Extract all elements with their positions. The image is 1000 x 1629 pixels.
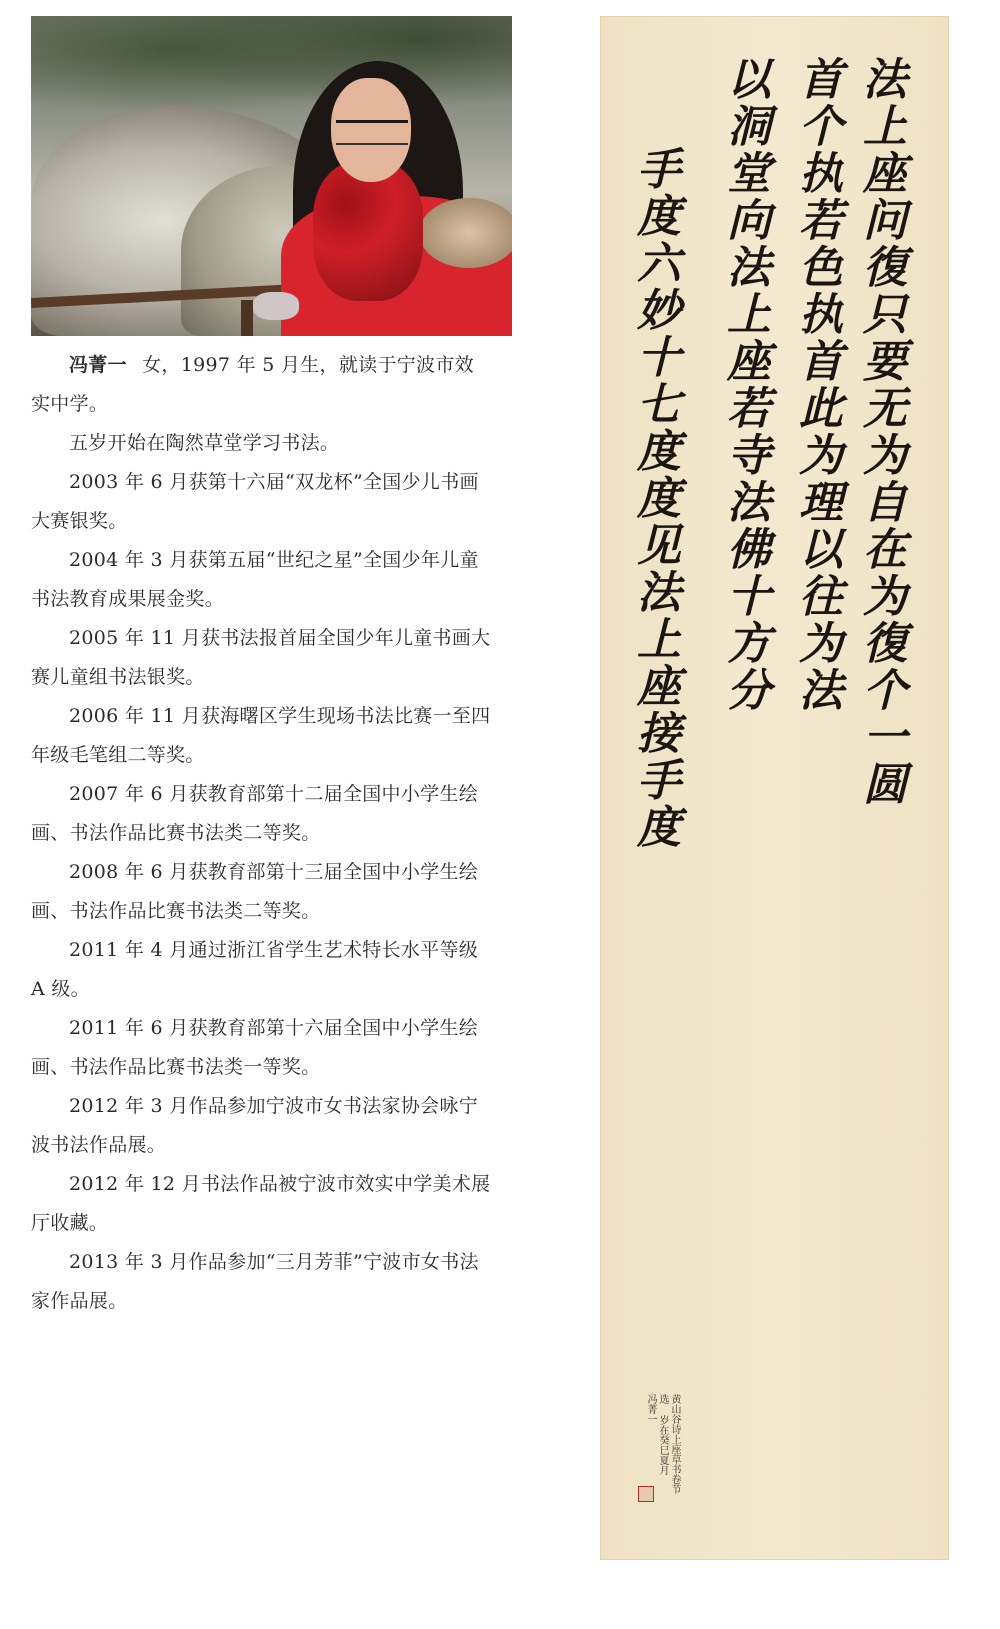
calligraphy-column-2: 首个执若色执首此为理以往为法 — [791, 56, 842, 714]
portrait-photo — [31, 16, 512, 336]
calligraphy-column-4: 手度六妙十七度度见法上座接手度 — [629, 146, 680, 851]
bio-item: 2008 年 6 月获教育部第十三届全国中小学生绘画、书法作品比赛书法类二等奖。 — [31, 861, 479, 922]
bio-item: 2003 年 6 月获第十六届“双龙杯”全国少儿书画大赛银奖。 — [31, 471, 479, 532]
bio-item: 2011 年 6 月获教育部第十六届全国中小学生绘画、书法作品比赛书法类一等奖。 — [31, 1017, 479, 1078]
photo-railing-post — [241, 300, 253, 336]
bio-item: 2006 年 11 月获海曙区学生现场书法比赛一至四年级毛笔组二等奖。 — [31, 705, 491, 766]
biography — [31, 346, 493, 1321]
artist-name: 冯菁一 — [69, 354, 127, 376]
photo-hand — [253, 292, 299, 320]
photo-fur-hood — [419, 198, 512, 268]
photo-red-scarf — [313, 161, 423, 301]
bio-item: 2005 年 11 月获书法报首届全国少年儿童书画大赛儿童组书法银奖。 — [31, 627, 491, 688]
red-seal-stamp — [638, 1486, 654, 1502]
bio-intro-text: 女，1997 年 5 月生，就读于宁波市效实中学。 — [31, 354, 474, 415]
calligraphy-column-1: 法上座问復只要无为自在为復个一圆 — [855, 56, 906, 808]
calligraphy-scroll — [600, 16, 949, 1560]
bio-item: 2012 年 12 月书法作品被宁波市效实中学美术展厅收藏。 — [31, 1173, 491, 1234]
photo-glasses — [336, 120, 408, 145]
bio-intro — [31, 346, 493, 424]
bio-item: 2011 年 4 月通过浙江省学生艺术特长水平等级 A 级。 — [31, 939, 479, 1000]
calligraphy-column-3: 以洞堂向法上座若寺法佛十方分 — [719, 56, 770, 714]
bio-item: 2007 年 6 月获教育部第十二届全国中小学生绘画、书法作品比赛书法类二等奖。 — [31, 783, 479, 844]
bio-item: 五岁开始在陶然草堂学习书法。 — [69, 432, 340, 454]
bio-item: 2004 年 3 月获第五届“世纪之星”全国少年儿童书法教育成果展金奖。 — [31, 549, 479, 610]
calligraphy-inscription: 黄山谷诗上座草书卷节选 岁在癸巳夏月 冯菁一 — [645, 1394, 680, 1494]
bio-item: 2012 年 3 月作品参加宁波市女书法家协会咏宁波书法作品展。 — [31, 1095, 479, 1156]
bio-item: 2013 年 3 月作品参加“三月芳菲”宁波市女书法家作品展。 — [31, 1251, 479, 1312]
